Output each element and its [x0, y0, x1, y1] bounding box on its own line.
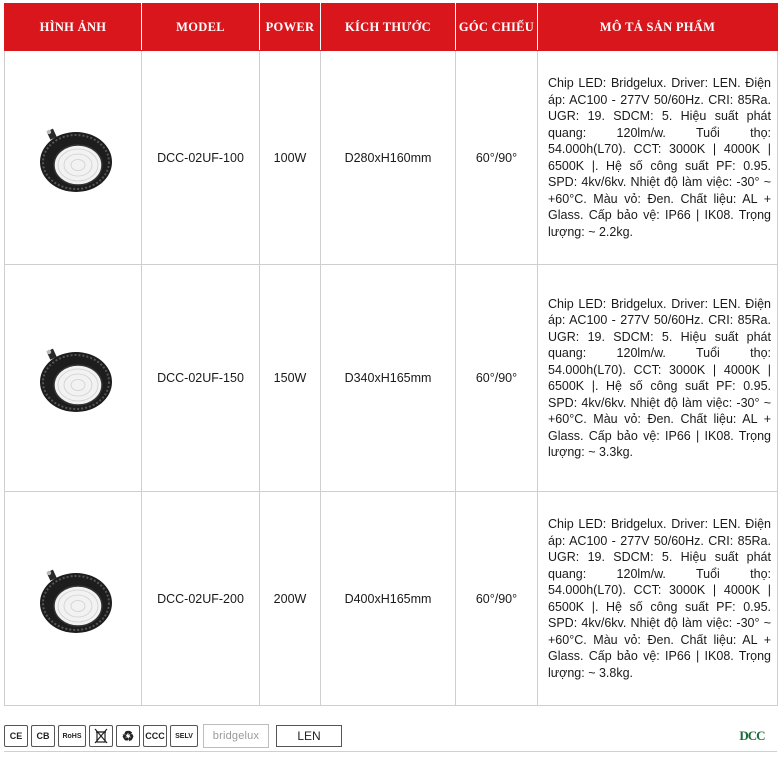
- model-cell: DCC-02UF-100: [142, 51, 260, 265]
- size-cell: D400xH165mm: [321, 492, 456, 706]
- ufo-highbay-lamp-image: [28, 340, 118, 416]
- model-cell: DCC-02UF-150: [142, 265, 260, 492]
- weee-bin-icon: [89, 725, 113, 747]
- product-image-cell: [5, 265, 142, 492]
- product-image-cell: [5, 51, 142, 265]
- product-spec-table: [4, 3, 778, 706]
- ccc-mark-icon: CCC: [143, 725, 167, 747]
- table-row: [5, 265, 778, 492]
- header-model: MODEL: [142, 4, 260, 51]
- footer-divider: [4, 751, 777, 752]
- header-size: KÍCH THƯỚC: [321, 4, 456, 51]
- product-image-cell: [5, 492, 142, 706]
- model-cell: DCC-02UF-200: [142, 492, 260, 706]
- description-cell: Chip LED: Bridgelux. Driver: LEN. Điện áp: AC100 - 277V 50/60Hz. CRI: 85Ra. UGR: 19. SDCM: 5. Hiệu suất phát quang: 120lm/w. Tuổi thọ: 54.000h(L70). CCT: 3000K | 4000K | 6500K |. Hệ số công suất PF: 0.95. SPD: 4kv/6kv. Nhiệt độ làm việc: -30° ~ +60°C. Màu vỏ: Đen. Chất liệu: AL + Glass. Cấp bảo vệ: IP66 | IK08. Trọng lượng: ~ 3.3kg.: [538, 265, 778, 492]
- selv-mark-icon: SELV: [170, 725, 198, 747]
- power-cell: 200W: [260, 492, 321, 706]
- cb-mark-icon: CB: [31, 725, 55, 747]
- size-cell: D340xH165mm: [321, 265, 456, 492]
- ufo-highbay-lamp-image: [28, 120, 118, 196]
- header-power: POWER: [260, 4, 321, 51]
- angle-cell: 60°/90°: [456, 492, 538, 706]
- angle-cell: 60°/90°: [456, 265, 538, 492]
- table-row: [5, 492, 778, 706]
- angle-cell: 60°/90°: [456, 51, 538, 265]
- ufo-highbay-lamp-image: [28, 561, 118, 637]
- power-cell: 150W: [260, 265, 321, 492]
- rohs-mark-icon: RoHS: [58, 725, 86, 747]
- description-cell: Chip LED: Bridgelux. Driver: LEN. Điện áp: AC100 - 277V 50/60Hz. CRI: 85Ra. UGR: 19. SDCM: 5. Hiệu suất phát quang: 120lm/w. Tuổi thọ: 54.000h(L70). CCT: 3000K | 4000K | 6500K |. Hệ số công suất PF: 0.95. SPD: 4kv/6kv. Nhiệt độ làm việc: -30° ~ +60°C. Màu vỏ: Đen. Chất liệu: AL + Glass. Cấp bảo vệ: IP66 | IK08. Trọng lượng: ~ 3.8kg.: [538, 492, 778, 706]
- header-image: HÌNH ẢNH: [5, 4, 142, 51]
- size-cell: D280xH160mm: [321, 51, 456, 265]
- header-description: MÔ TẢ SẢN PHẨM: [538, 4, 778, 51]
- certification-footer: [4, 723, 342, 749]
- bridgelux-logo: bridgelux: [203, 724, 269, 748]
- header-angle: GÓC CHIẾU: [456, 4, 538, 51]
- table-row: [5, 51, 778, 265]
- dcc-company-logo: DCC: [739, 728, 765, 743]
- power-cell: 100W: [260, 51, 321, 265]
- table-header-row: [5, 4, 778, 51]
- driver-brand-label: LEN: [276, 725, 342, 747]
- ce-mark-icon: CE: [4, 725, 28, 747]
- recycle-icon: ♻: [116, 725, 140, 747]
- description-cell: Chip LED: Bridgelux. Driver: LEN. Điện áp: AC100 - 277V 50/60Hz. CRI: 85Ra. UGR: 19. SDCM: 5. Hiệu suất phát quang: 120lm/w. Tuổi thọ: 54.000h(L70). CCT: 3000K | 4000K | 6500K |. Hệ số công suất PF: 0.95. SPD: 4kv/6kv. Nhiệt độ làm việc: -30° ~ +60°C. Màu vỏ: Đen. Chất liệu: AL + Glass. Cấp bảo vệ: IP66 | IK08. Trọng lượng: ~ 2.2kg.: [538, 51, 778, 265]
